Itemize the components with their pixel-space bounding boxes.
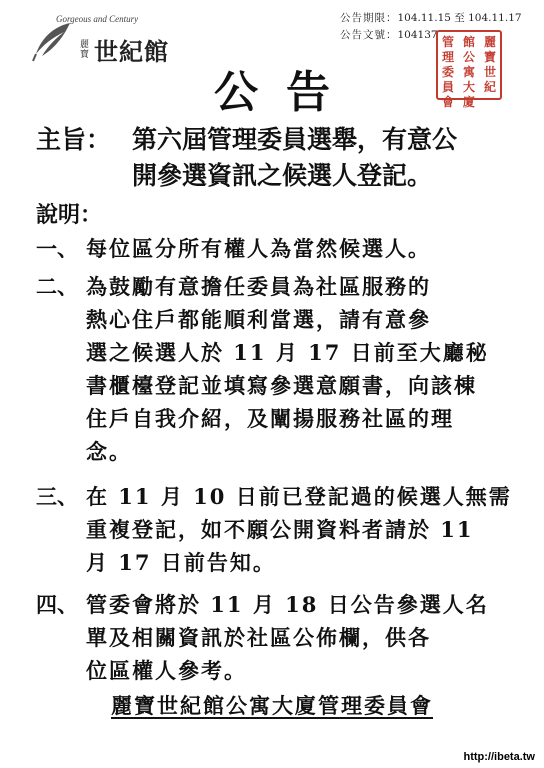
item-line: 念。 [86, 439, 132, 464]
item-line: 住戶自我介紹，及闡揚服務社區的理 [86, 406, 454, 431]
subject-line: 開參選資訊之候選人登記。 [132, 161, 433, 190]
explanation-label: 說明： [36, 202, 103, 228]
notice-period-row [340, 10, 522, 27]
logo-small-text: 麗寶 [80, 40, 90, 60]
subject-line: 第六屆管理委員選舉，有意公 [132, 125, 458, 154]
seal-column: 館 公 寓 大 廈 [462, 35, 475, 109]
item-number: 二、 [36, 274, 78, 299]
item-line: 單及相關資訊於社區公佈欄，供各 [86, 625, 431, 650]
notice-period-label: 公告期限： [340, 12, 398, 24]
logo-script-text: Gorgeous and Century [56, 14, 139, 24]
item-number: 四、 [36, 592, 78, 617]
item-number: 一、 [36, 236, 78, 261]
list-item [36, 270, 489, 468]
issuer-name: 麗寶世紀館公寓大廈管理委員會 [111, 693, 433, 718]
item-line: 選之候選人於 11 月 17 日前至大廳秘 [86, 340, 489, 365]
item-line: 在 11 月 10 日前已登記過的候選人無需 [86, 484, 512, 509]
subject-label: 主旨： [36, 125, 112, 154]
item-number: 三、 [36, 484, 78, 509]
list-item [36, 588, 489, 687]
document-number-value: 104137 [397, 29, 438, 41]
item-line: 月 17 日前告知。 [86, 550, 276, 575]
item-line: 重複登記，如不願公開資料者請於 11 [86, 517, 474, 542]
list-item [36, 480, 512, 579]
issuer-signature [0, 690, 544, 720]
item-line: 熱心住戶都能順利當選，請有意參 [86, 307, 431, 332]
item-line: 位區權人參考。 [86, 658, 247, 683]
document-number-label: 公告文號： [340, 29, 398, 41]
item-line: 書櫃檯登記並填寫參選意願書，向該棟 [86, 373, 477, 398]
item-line: 為鼓勵有意擔任委員為社區服務的 [86, 274, 431, 299]
item-line: 每位區分所有權人為當然候選人。 [86, 236, 431, 261]
seal-column: 麗 寶 世 紀 [483, 35, 496, 94]
logo-name: 世紀館 [94, 37, 169, 66]
watermark-url: http://ibeta.tw [461, 750, 539, 764]
seal-column: 管 理 委 員 會 [442, 35, 455, 109]
list-item [36, 232, 431, 265]
notice-period-value: 104.11.15 至 104.11.17 [397, 12, 522, 24]
item-line: 管委會將於 11 月 18 日公告參選人名 [86, 592, 489, 617]
page-title: 公告 [214, 67, 358, 118]
